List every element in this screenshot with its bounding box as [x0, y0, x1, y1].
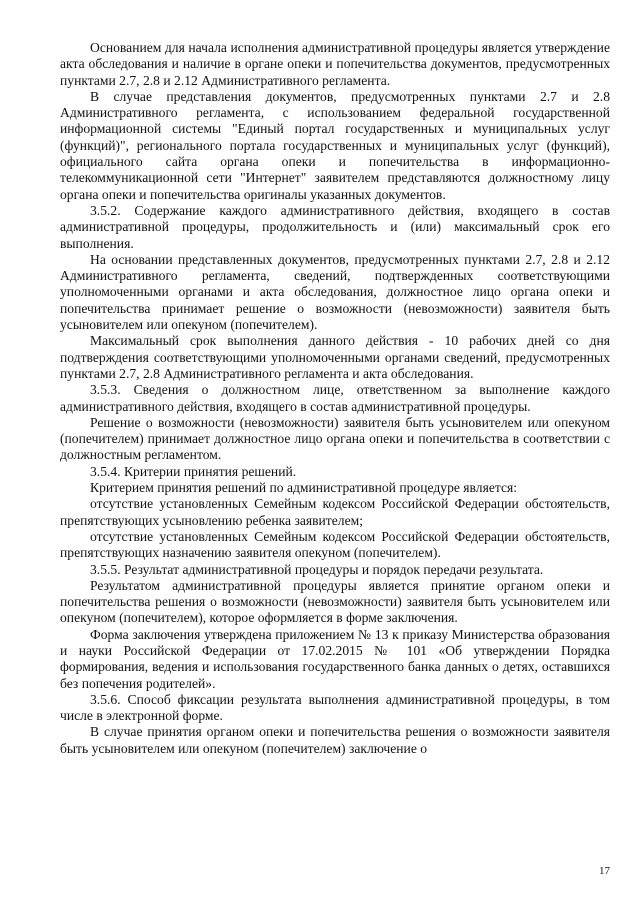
paragraph-electronic-submission: В случае представления документов, предусмотренных пунктами 2.7 и 2.8 Административного регламента, с использованием федеральной государственной информационной системы "Единый портал государственных и муниципальных услуг (функций)", регионального портала государственных и муниципальных услуг (функций), официального сайта органа опеки и попечительства в информационно-телекоммуникационной сети "Интернет" заявителем представляются должностному лицу органа опеки и попечительства оригиналы указанных документов.: [60, 88, 610, 202]
section-3-5-4-heading: 3.5.4. Критерии принятия решений.: [90, 463, 297, 479]
paragraph-result: Результатом административной процедуры является принятие органом опеки и попечительства решения о возможности (невозможности) заявителя быть усыновителем или опекуном (попечителем), которое оформляется в форме заключения.: [60, 577, 610, 626]
page-number: 17: [599, 865, 610, 877]
paragraph-criterion-adoption: отсутствие установленных Семейным кодексом Российской Федерации обстоятельств, препятствующих усыновлению ребенка заявителем;: [60, 496, 610, 528]
section-3-5-6-heading: 3.5.6. Способ фиксации результата выполнения административной процедуры, в том числе в электронной форме.: [60, 691, 610, 724]
paragraph-positive-decision: В случае принятия органом опеки и попечительства решения о возможности заявителя быть усыновителем или опекуном (попечителем) заключение о: [60, 724, 610, 756]
paragraph-criterion-guardianship: отсутствие установленных Семейным кодексом Российской Федерации обстоятельств, препятствующих назначению заявителя опекуном (попечителем).: [60, 528, 610, 561]
paragraph-max-duration: Максимальный срок выполнения данного действия - 10 рабочих дней со дня подтверждения соответствующими уполномоченными органами сведений, предусмотренных пунктами 2.7, 2.8 Административного регламента и акта обследования.: [60, 333, 610, 381]
paragraph-basis: Основанием для начала исполнения административной процедуры является утверждение акта обследования и наличие в органе опеки и попечительства документов, предусмотренных пунктами 2.7, 2.8 и 2.12 Административного регламента.: [60, 40, 610, 88]
section-3-5-5-heading: 3.5.5. Результат административной процедуры и порядок передачи результата.: [90, 561, 544, 577]
section-3-5-3-heading: 3.5.3. Сведения о должностном лице, ответственном за выполнение каждого административного действия, входящего в состав административной процедуры.: [60, 382, 610, 414]
paragraph-criteria-intro: Критерием принятия решений по административной процедуре является:: [90, 480, 518, 496]
paragraph-conclusion-form: Форма заключения утверждена приложением № 13 к приказу Министерства образования и науки Российской Федерации от 17.02.2015 № 101 «Об утверждении Порядка формирования, ведения и использования государственного банка данных о детях, оставшихся без попечения родителей».: [60, 626, 610, 691]
section-3-5-2-heading: 3.5.2. Содержание каждого административного действия, входящего в состав административной процедуры, продолжительность и (или) максимальный срок его выполнения.: [60, 202, 610, 251]
paragraph-decision-basis: На основании представленных документов, предусмотренных пунктами 2.7, 2.8 и 2.12 Административного регламента, сведений, подтвержденных соответствующими уполномоченными органами и акта обследования, должностное лицо органа опеки и попечительства принимает решение о возможности (невозможности) заявителя быть усыновителем или опекуном (попечителем).: [60, 251, 610, 333]
paragraph-responsible-official: Решение о возможности (невозможности) заявителя быть усыновителем или опекуном (попечителем) принимает должностное лицо органа опеки и попечительства в соответствии с должностным регламентом.: [60, 414, 610, 463]
